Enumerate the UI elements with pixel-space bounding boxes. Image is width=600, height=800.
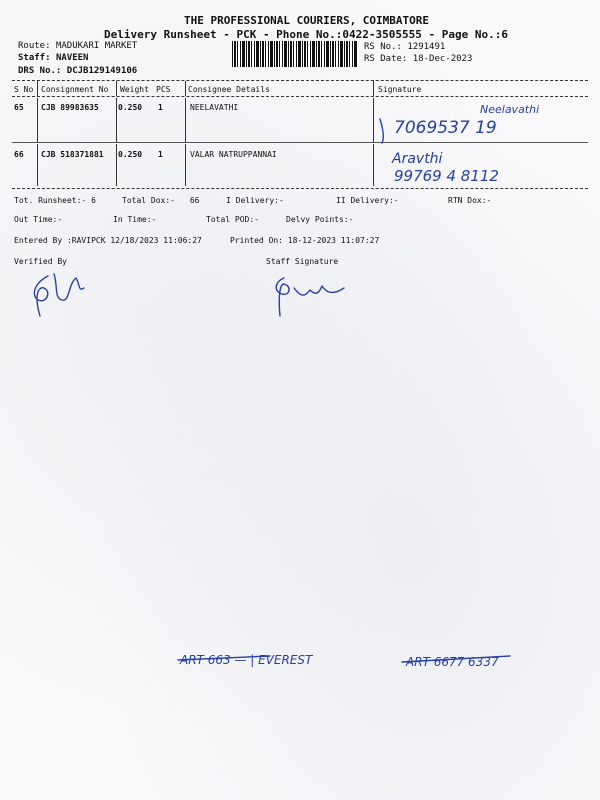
col-divider — [185, 144, 186, 186]
col-divider — [116, 144, 117, 186]
row-66-pcs: 1 — [158, 150, 163, 159]
row-66-signature-phone: 99769 4 8112 — [394, 167, 499, 185]
col-divider — [37, 144, 38, 186]
rtn-dox: RTN Dox:- — [448, 196, 492, 205]
col-divider — [37, 98, 38, 142]
footer-note-1: ART 663 — | EVEREST — [180, 653, 313, 667]
row-65-signature-phone: 7069537 19 — [394, 118, 497, 138]
route-value: MADUKARI MARKET — [55, 41, 138, 51]
verified-by-label: Verified By — [14, 257, 67, 266]
rs-no-value: 1291491 — [407, 42, 446, 52]
col-divider — [116, 81, 117, 96]
col-divider — [373, 81, 374, 96]
staff-value: NAVEEN — [55, 53, 89, 63]
entered-by: Entered By :RAVIPCK 12/18/2023 11:06:27 — [14, 236, 202, 245]
rs-date-value: 18-Dec-2023 — [412, 54, 473, 64]
out-time: Out Time:- — [14, 215, 63, 224]
row-66-sno: 66 — [14, 150, 24, 159]
row-66-consignee: VALAR NATRUPPANNAI — [190, 150, 277, 159]
row-65-consignment: CJB 89983635 — [41, 103, 99, 112]
col-divider — [373, 144, 374, 186]
ii-delivery: II Delivery:- — [336, 196, 399, 205]
drs-line — [18, 66, 137, 76]
row-66-weight: 0.250 — [118, 150, 143, 159]
verified-signature-stroke — [34, 276, 48, 316]
col-consignee: Consignee Details — [188, 85, 270, 94]
row-65-signature-stroke — [380, 119, 383, 143]
row-65-pcs: 1 — [158, 103, 163, 112]
drs-label: DRS No.: — [18, 66, 62, 76]
total-dox-line — [122, 196, 199, 205]
tot-runsheet: Tot. Runsheet:- 6 — [14, 196, 96, 205]
drs-value: DCJB129149106 — [66, 66, 138, 76]
col-sno: S No — [14, 85, 34, 94]
col-weight: Weight — [120, 85, 149, 94]
printed-on: Printed On: 18-12-2023 11:07:27 — [230, 236, 380, 245]
col-divider — [185, 81, 186, 96]
route-label: Route: — [18, 41, 51, 51]
row-65-signature-name: Neelavathi — [480, 103, 540, 116]
total-dox-label: Total Dox:- — [122, 196, 175, 205]
rs-date-line — [364, 54, 472, 64]
staff-signature-stroke — [276, 278, 289, 316]
in-time: In Time:- — [113, 215, 157, 224]
company-title: THE PROFESSIONAL COURIERS, COIMBATORE — [184, 14, 430, 27]
row-65-sno: 65 — [14, 103, 24, 112]
total-dox-value: 66 — [189, 196, 200, 205]
col-divider — [37, 81, 38, 96]
col-signature: Signature — [378, 85, 422, 94]
runsheet-subtitle: Delivery Runsheet - PCK - Phone No.:0422-3505555 - Page No.:6 — [104, 28, 508, 41]
staff-line — [18, 53, 88, 63]
staff-signature-stroke — [294, 286, 344, 295]
row-signatures-ink — [376, 97, 588, 189]
row-65-consignee: NEELAVATHI — [190, 103, 239, 112]
verified-signature-stroke — [54, 274, 84, 300]
footer-note-2: ART 6677 6337 — [406, 655, 499, 669]
footer-notes-ink — [170, 644, 560, 680]
barcode — [232, 41, 358, 67]
rs-no-line — [364, 42, 445, 52]
col-divider — [116, 98, 117, 142]
staff-signature-ink — [266, 266, 356, 322]
rs-no-label: RS No.: — [364, 42, 402, 52]
col-consignment: Consignment No — [41, 85, 109, 94]
staff-signature-label: Staff Signature — [266, 257, 339, 266]
row-66-consignment: CJB 518371881 — [41, 150, 104, 159]
col-divider — [185, 98, 186, 142]
delvy-points: Delvy Points:- — [286, 215, 354, 224]
total-pod: Total POD:- — [206, 215, 259, 224]
route-line — [18, 41, 137, 51]
col-pcs: PCS — [156, 85, 171, 94]
rs-date-label: RS Date: — [364, 54, 408, 64]
row-66-signature-name: Aravthi — [392, 151, 443, 167]
row-65-weight: 0.250 — [118, 103, 143, 112]
col-divider — [373, 98, 374, 142]
staff-label: Staff: — [18, 53, 51, 63]
verified-signature-ink — [18, 266, 98, 326]
i-delivery: I Delivery:- — [226, 196, 284, 205]
table-top-rule — [12, 80, 588, 81]
